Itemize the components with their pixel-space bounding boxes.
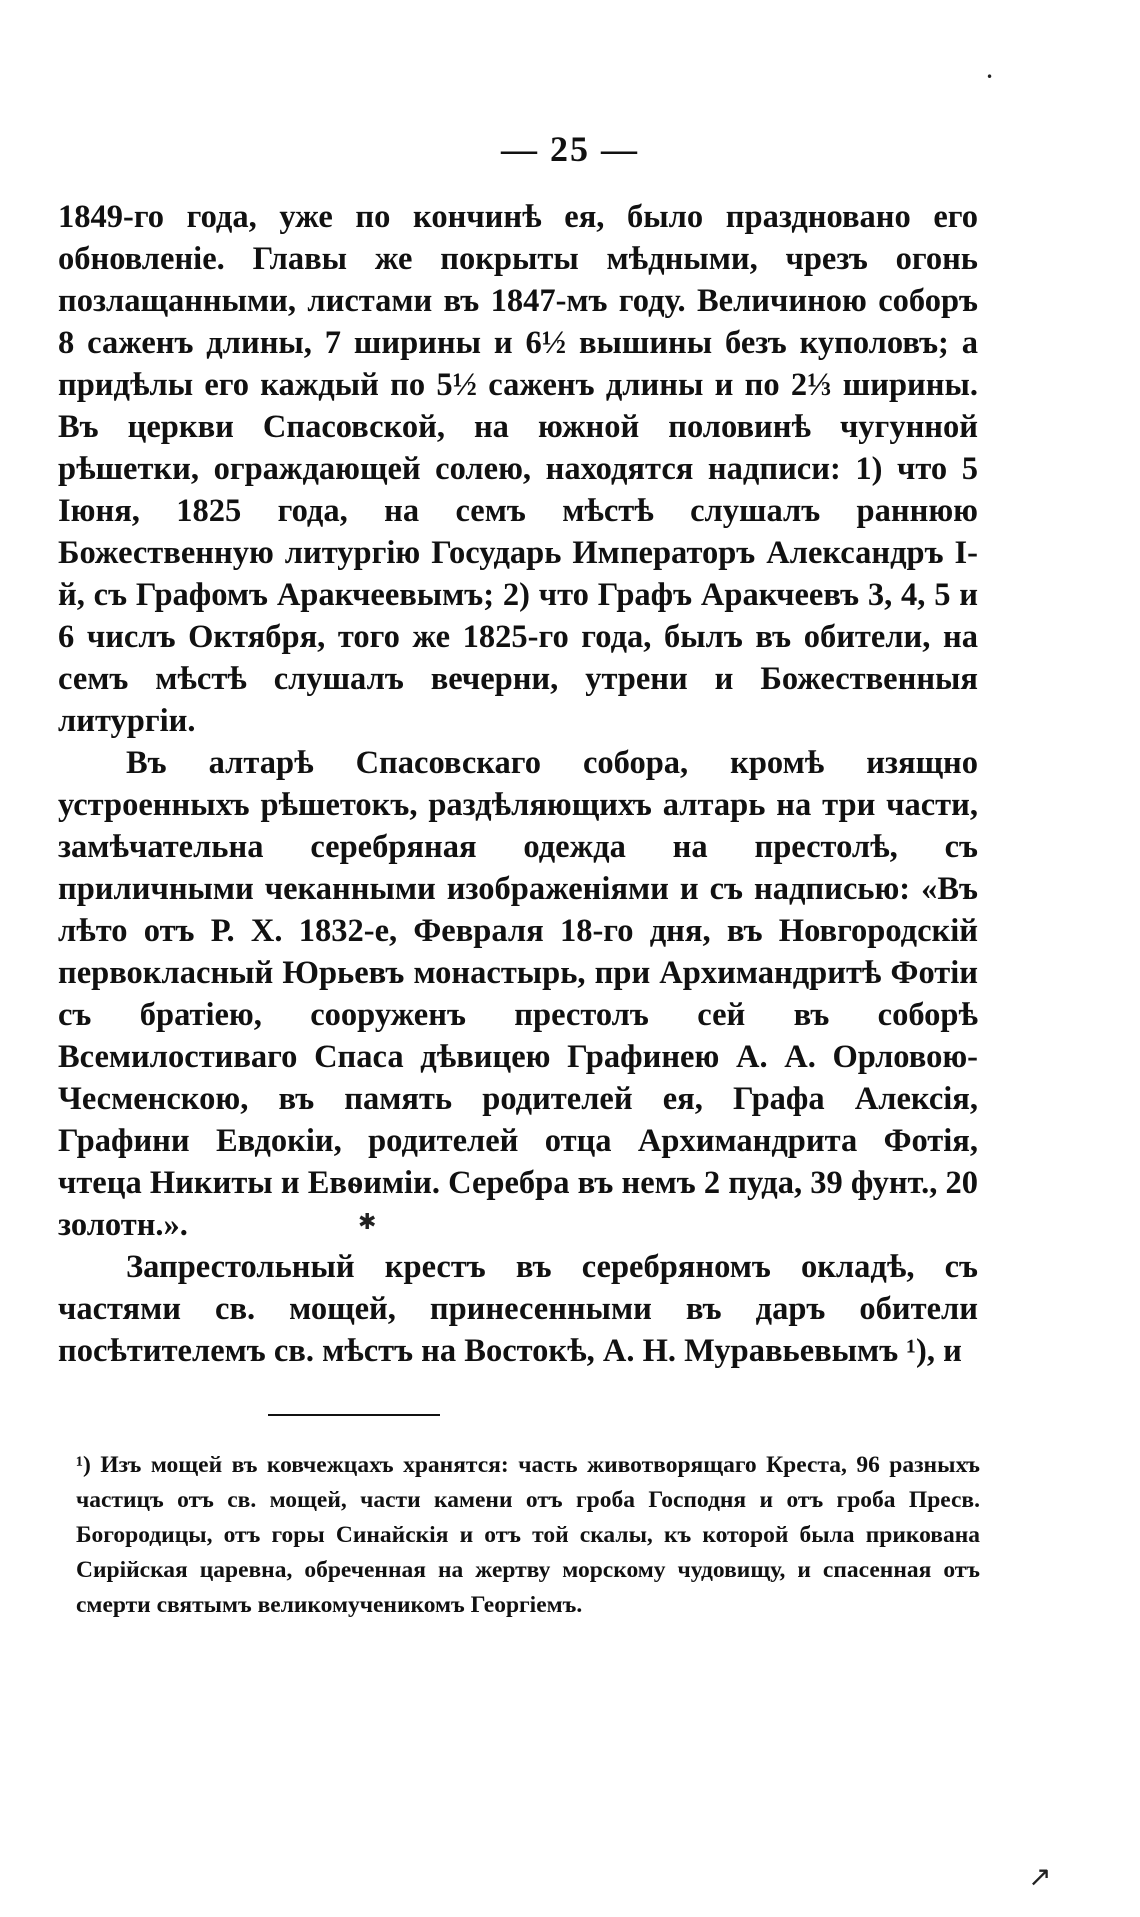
paragraph-1: 1849-го года, уже по кончинѣ ея, было праздновано его обновленіе. Главы же покрыты мѣдными, чрезъ огонь позлащанными, листами въ 1847-мъ году. Величиною соборъ 8 саженъ длины, 7 ширины и 6½ вышины безъ куполовъ; а придѣлы его каждый по 5½ саженъ длины и по 2⅓ ширины. Въ церкви Спасовской, на южной половинѣ чугунной рѣшетки, ограждающей солею, находятся надписи: 1) что 5 Іюня, 1825 года, на семъ мѣстѣ слушалъ раннюю Божественную литургію Государь Императоръ Александръ І-й, съ Графомъ Аракчеевымъ; 2) что Графъ Аракчеевъ 3, 4, 5 и 6 числъ Октября, того же 1825-го года, былъ въ обители, на семъ мѣстѣ слушалъ вечерни, утрени и Божественныя литургіи. xyxy=(58,199,978,739)
scan-speck-icon: ✱ xyxy=(358,1210,377,1235)
body-text xyxy=(58,196,978,1372)
footnote-text: Изъ мощей въ ковчежцахъ хранятся: часть животворящаго Креста, 96 разныхъ частицъ отъ св. мощей, части камени отъ гроба Господня и отъ гроба Пресв. Богородицы, отъ горы Синайскія и отъ той скалы, къ которой была прикована Сирійская царевна, обреченная на жертву морскому чудовищу, и спасенная отъ смерти святымъ великомученикомъ Георгіемъ. xyxy=(76,1452,980,1618)
page-number: — 25 — xyxy=(501,129,639,169)
scan-speck-icon: ↗ xyxy=(1028,1860,1052,1893)
footnote xyxy=(76,1448,980,1623)
footnote-divider xyxy=(268,1414,440,1416)
scan-speck-icon: • xyxy=(986,70,994,84)
paragraph-3: Запрестольный крестъ въ серебряномъ окладѣ, съ частями св. мощей, принесенными въ даръ обители посѣтителемъ св. мѣстъ на Востокѣ, А. Н. Муравьевымъ ¹), и xyxy=(58,1249,978,1369)
footnote-marker: ¹) xyxy=(76,1452,91,1478)
paragraph-2: Въ алтарѣ Спасовскаго собора, кромѣ изящно устроенныхъ рѣшетокъ, раздѣляющихъ алтарь на три части, замѣчательна серебряная одежда на престолѣ, съ приличными чеканными изображеніями и съ надписью: «Въ лѣто отъ Р. Х. 1832-е, Февраля 18-го дня, въ Новгородскій первокласный Юрьевъ монастырь, при Архимандритѣ Фотіи съ братіею, сооруженъ престолъ сей въ соборѣ Всемилостиваго Спаса дѣвицею Графинею А. А. Орловою-Чесменскою, въ память родителей ея, Графа Алексія, Графини Евдокіи, родителей отца Архимандрита Фотія, чтеца Никиты и Евѳиміи. Серебра въ немъ 2 пуда, 39 фунт., 20 золотн.». xyxy=(58,745,978,1243)
